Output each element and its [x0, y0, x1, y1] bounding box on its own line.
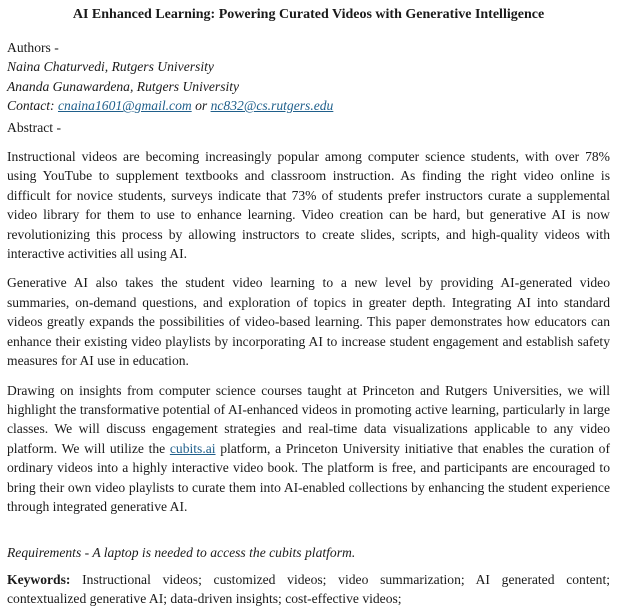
email-link-2[interactable]: nc832@cs.rutgers.edu [210, 98, 334, 114]
author-2: Ananda Gunawardena, Rutgers University [7, 78, 240, 94]
cubits-link[interactable]: cubits.ai [169, 440, 216, 456]
abstract-paragraph-2: Generative AI also takes the student video learning to a new level by providing AI-generated video summaries, on-demand questions, and exploration of topics in greater depth. Integrating AI into standard videos greatly expands the possibilities of video-based learning. This paper demonstrates how educators can enhance their existing video playlists by incorporating AI to increase student engagement and establish safety measures for AI use in education. [7, 275, 610, 369]
paragraph-3-text-start: Drawing on insights from computer science courses taught at Princeton and Rutgers Universities, we will highlight the transformative potential of AI-enhanced videos in promoting active learning, particularly in large classes. We will discuss engagement strategies and real-time data visualizations applicable to any video platform. We will utilize the [7, 382, 610, 456]
keywords-line [7, 570, 610, 609]
paragraph-3-text-end: platform, a Princeton University initiative that enables the curation of ordinary videos into a highly interactive video book. The platform is free, and participants are encouraged to bring their own video playlists to curate them into AI-enabled collections by enhancing the student experience through integrated generative AI. [7, 440, 610, 514]
authors-label: Authors - [7, 40, 59, 55]
abstract-paragraph-3 [7, 381, 610, 517]
keywords-label: Keywords: [7, 571, 71, 587]
keywords-text: Instructional videos; customized videos; video summarization; AI generated content; contextualized generative AI; data-driven insights; cost-effective videos; [7, 571, 610, 607]
author-1: Naina Chaturvedi, Rutgers University [7, 59, 214, 75]
abstract-paragraph-1: Instructional videos are becoming increasingly popular among computer science students, with over 78% using YouTube to supplement textbooks and classroom instruction. As finding the right video online is difficult for novice students, surveys indicate that 73% of students prefer instructors curate a supplemental video library for them to use to enhance learning. Video creation can be hard, but generative AI is now revolutionizing this process by allowing instructors to create slides, scripts, and high-quality videos with interactive activities all using AI. [7, 149, 610, 262]
contact-line [7, 96, 610, 115]
document-title: AI Enhanced Learning: Powering Curated Videos with Generative Intelligence [72, 7, 545, 22]
email-link-1[interactable]: cnaina1601@gmail.com [57, 98, 192, 114]
requirements-line: Requirements - A laptop is needed to access the cubits platform. [7, 545, 356, 561]
contact-label: Contact: [7, 98, 55, 114]
abstract-label: Abstract - [7, 119, 61, 135]
contact-separator: or [195, 98, 208, 114]
